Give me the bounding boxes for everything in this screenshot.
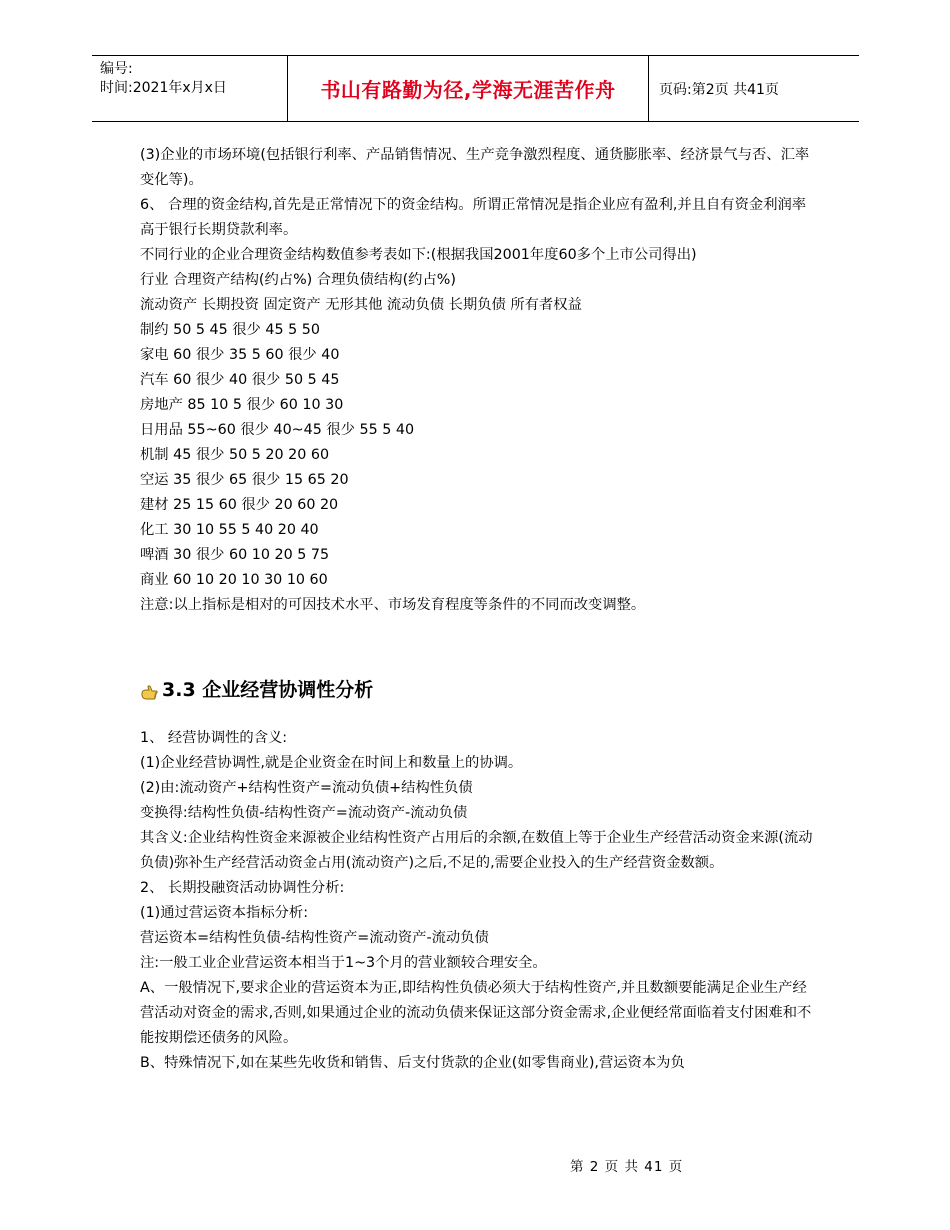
- header-page-cell: [649, 56, 859, 121]
- table-row-line: 家电 60 很少 35 5 60 很少 40: [140, 347, 340, 363]
- paragraph: 不同行业的企业合理资金结构数值参考表如下:(根据我国2001年度60多个上市公司得出): [140, 247, 697, 263]
- section-title-text: 3.3 企业经营协调性分析: [162, 679, 374, 701]
- motto-text: 书山有路勤为径,学海无涯苦作舟: [320, 78, 616, 102]
- table-row-line: 啤酒 30 很少 60 10 20 5 75: [140, 547, 330, 563]
- number-label: 编号:: [100, 61, 133, 77]
- paragraph: A、一般情况下,要求企业的营运资本为正,即结构性负债必须大于结构性资产,并且数额要能满足企业生产经营活动对资金的需求,否则,如果通过企业的流动负债来保证这部分资金需求,企业便经常面临着支付困难和不能按期偿还债务的风险。: [140, 980, 812, 1046]
- table-row-line: 建材 25 15 60 很少 20 60 20: [140, 497, 339, 513]
- table-row-line: 日用品 55~60 很少 40~45 很少 55 5 40: [140, 422, 415, 438]
- page-info: 页码:第2页 共41页: [659, 81, 779, 98]
- paragraph: 其含义:企业结构性资金来源被企业结构性资产占用后的余额,在数值上等于企业生产经营活动资金来源(流动负债)弥补生产经营活动资金占用(流动资产)之后,不足的,需要企业投入的生产经营资金数额。: [140, 830, 813, 871]
- paragraph: (3)企业的市场环境(包括银行利率、产品销售情况、生产竞争激烈程度、通货膨胀率、经济景气与否、汇率变化等)。: [140, 147, 810, 188]
- page-footer: [570, 1155, 683, 1175]
- paragraph: 6、 合理的资金结构,首先是正常情况下的资金结构。所谓正常情况是指企业应有盈利,并且自有资金利润率高于银行长期贷款利率。: [140, 197, 807, 238]
- table-row-line: 空运 35 很少 65 很少 15 65 20: [140, 472, 349, 488]
- page-header: [92, 55, 859, 122]
- table-row-line: 房地产 85 10 5 很少 60 10 30: [140, 397, 344, 413]
- table-row-line: 机制 45 很少 50 5 20 20 60: [140, 447, 330, 463]
- table-header-line: 流动资产 长期投资 固定资产 无形其他 流动负债 长期负债 所有者权益: [140, 297, 582, 313]
- section-heading: [140, 675, 816, 705]
- table-row-line: 制约 50 5 45 很少 45 5 50: [140, 322, 320, 338]
- header-left-cell: [92, 56, 287, 121]
- table-row-line: 商业 60 10 20 10 30 10 60: [140, 572, 328, 588]
- document-body: [140, 143, 816, 1076]
- header-motto-cell: [287, 56, 649, 121]
- note-paragraph: 注意:以上指标是相对的可因技术水平、市场发育程度等条件的不同而改变调整。: [140, 597, 646, 613]
- time-label: 时间:2021年x月x日: [100, 80, 227, 96]
- table-header-line: 行业 合理资产结构(约占%) 合理负债结构(约占%): [140, 272, 456, 288]
- pointing-hand-icon: [140, 681, 160, 699]
- paragraph: 2、 长期投融资活动协调性分析:: [140, 880, 345, 896]
- paragraph: 营运资本=结构性负债-结构性资产=流动资产-流动负债: [140, 930, 489, 946]
- paragraph: B、特殊情况下,如在某些先收货和销售、后支付货款的企业(如零售商业),营运资本为负: [140, 1055, 685, 1071]
- paragraph: 1、 经营协调性的含义:: [140, 730, 288, 746]
- paragraph: (1)企业经营协调性,就是企业资金在时间上和数量上的协调。: [140, 755, 523, 771]
- paragraph: 注:一般工业企业营运资本相当于1~3个月的营业额较合理安全。: [140, 955, 547, 971]
- paragraph: (1)通过营运资本指标分析:: [140, 905, 309, 921]
- table-row-line: 化工 30 10 55 5 40 20 40: [140, 522, 319, 538]
- paragraph: 变换得:结构性负债-结构性资产=流动资产-流动负债: [140, 805, 468, 821]
- footer-page-number: 第 2 页 共 41 页: [570, 1159, 684, 1175]
- table-row-line: 汽车 60 很少 40 很少 50 5 45: [140, 372, 340, 388]
- paragraph: (2)由:流动资产+结构性资产=流动负债+结构性负债: [140, 780, 473, 796]
